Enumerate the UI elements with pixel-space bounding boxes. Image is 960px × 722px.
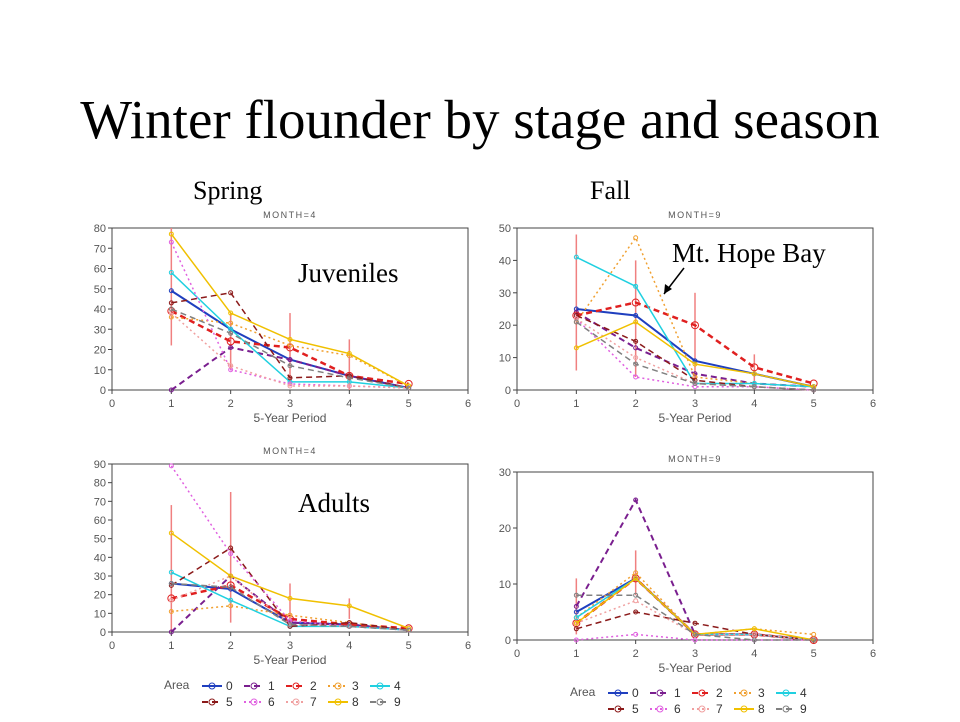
x-tick-label: 1 xyxy=(573,648,580,660)
x-tick-label: 0 xyxy=(513,648,521,660)
legend-fall-svg xyxy=(566,683,826,719)
y-tick-label: 60 xyxy=(93,515,106,527)
legend-label-area-3: 3 xyxy=(352,679,359,693)
x-tick-label: 0 xyxy=(513,398,521,410)
legend-label-area-9: 9 xyxy=(394,695,401,709)
legend-label-area-1: 1 xyxy=(674,686,681,700)
y-tick-label: 0 xyxy=(504,385,511,397)
legend-label-area-5: 5 xyxy=(632,702,639,716)
x-tick-label: 0 xyxy=(108,640,116,652)
y-tick-label: 20 xyxy=(93,344,106,357)
y-tick-label: 10 xyxy=(498,352,511,365)
y-tick-label: 30 xyxy=(93,324,106,337)
chart-spring-adults-svg xyxy=(78,440,488,672)
legend-label-area-6: 6 xyxy=(268,695,275,709)
legend-label-area-6: 6 xyxy=(674,702,681,716)
chart-title: MONTH=4 xyxy=(263,210,317,220)
y-tick-label: 30 xyxy=(498,467,511,479)
mt-hope-arrow xyxy=(650,262,690,302)
x-tick-label: 0 xyxy=(108,398,116,410)
x-tick-label: 6 xyxy=(869,648,877,660)
y-tick-label: 80 xyxy=(93,477,106,490)
x-axis-label: 5-Year Period xyxy=(253,411,327,425)
x-tick-label: 3 xyxy=(286,398,294,410)
legend-label-area-3: 3 xyxy=(758,686,765,700)
chart-spring-juveniles xyxy=(78,204,488,430)
legend-spring xyxy=(160,676,420,715)
y-tick-label: 20 xyxy=(498,320,511,333)
y-tick-label: 20 xyxy=(498,523,511,535)
chart-title: MONTH=9 xyxy=(668,454,722,464)
legend-label-area-8: 8 xyxy=(352,695,359,709)
legend-label-area-1: 1 xyxy=(268,679,275,693)
x-tick-label: 4 xyxy=(346,398,353,410)
legend-label-area-8: 8 xyxy=(758,702,765,716)
legend-label-area-7: 7 xyxy=(310,695,317,709)
legend-label-area-2: 2 xyxy=(716,686,723,700)
chart-fall-adults-svg xyxy=(483,448,893,680)
x-tick-label: 3 xyxy=(691,648,699,660)
x-tick-label: 2 xyxy=(632,648,639,660)
x-tick-label: 4 xyxy=(346,640,353,652)
y-tick-label: 70 xyxy=(93,496,106,509)
y-tick-label: 50 xyxy=(498,223,511,235)
series-line-area-1 xyxy=(576,500,813,640)
adults-label: Adults xyxy=(298,488,371,518)
legend-fall xyxy=(566,683,826,722)
y-tick-label: 20 xyxy=(93,589,106,602)
chart-spring-juveniles-svg xyxy=(78,204,488,430)
legend-label-area-0: 0 xyxy=(632,686,639,700)
x-axis-label: 5-Year Period xyxy=(658,661,732,675)
y-tick-label: 70 xyxy=(93,243,106,256)
chart-spring-adults xyxy=(78,440,488,672)
y-tick-label: 90 xyxy=(93,459,106,471)
plot-frame xyxy=(517,472,873,640)
legend-label-area-2: 2 xyxy=(310,679,317,693)
y-tick-label: 40 xyxy=(93,304,106,316)
x-tick-label: 2 xyxy=(632,398,639,410)
x-tick-label: 4 xyxy=(751,398,758,410)
data-point-area-7 xyxy=(634,599,638,603)
legend-label-area-9: 9 xyxy=(800,702,807,716)
legend-label-area-5: 5 xyxy=(226,695,233,709)
x-tick-label: 6 xyxy=(464,640,472,652)
y-tick-label: 30 xyxy=(93,571,106,583)
legend-label-area-4: 4 xyxy=(394,679,401,693)
spring-label: Spring xyxy=(193,176,263,205)
legend-title: Area xyxy=(570,685,596,699)
x-tick-label: 1 xyxy=(168,640,175,652)
legend-label-area-4: 4 xyxy=(800,686,807,700)
chart-fall-adults xyxy=(483,448,893,680)
x-tick-label: 3 xyxy=(691,398,699,410)
x-tick-label: 5 xyxy=(810,648,817,660)
x-tick-label: 2 xyxy=(227,640,234,652)
legend-title: Area xyxy=(164,678,190,692)
legend-spring-svg xyxy=(160,676,420,712)
legend-label-area-0: 0 xyxy=(226,679,233,693)
data-point-area-3 xyxy=(634,236,638,240)
x-tick-label: 6 xyxy=(464,398,472,410)
x-tick-label: 1 xyxy=(573,398,580,410)
x-tick-label: 3 xyxy=(286,640,294,652)
x-tick-label: 2 xyxy=(227,398,234,410)
y-tick-label: 10 xyxy=(93,364,106,377)
chart-title: MONTH=9 xyxy=(668,210,722,220)
y-tick-label: 40 xyxy=(93,552,106,565)
slide-title: Winter flounder by stage and season xyxy=(80,89,880,150)
x-tick-label: 4 xyxy=(751,648,758,660)
data-point-area-3 xyxy=(812,632,816,636)
legend-label-area-7: 7 xyxy=(716,702,723,716)
y-tick-label: 10 xyxy=(93,608,106,621)
x-tick-label: 5 xyxy=(405,640,412,652)
x-tick-label: 1 xyxy=(168,398,175,410)
x-axis-label: 5-Year Period xyxy=(253,653,327,667)
y-tick-label: 60 xyxy=(93,263,106,276)
y-tick-label: 30 xyxy=(498,287,511,300)
y-tick-label: 80 xyxy=(93,223,106,235)
y-tick-label: 0 xyxy=(99,385,106,397)
chart-title: MONTH=4 xyxy=(263,446,317,456)
y-tick-label: 0 xyxy=(504,635,511,647)
x-tick-label: 6 xyxy=(869,398,877,410)
x-axis-label: 5-Year Period xyxy=(658,411,732,425)
y-tick-label: 50 xyxy=(93,533,106,546)
mt-hope-bay-label: Mt. Hope Bay xyxy=(672,238,826,268)
x-tick-label: 5 xyxy=(810,398,817,410)
x-tick-label: 5 xyxy=(405,398,412,410)
y-tick-label: 40 xyxy=(498,255,511,268)
fall-label: Fall xyxy=(590,176,631,205)
juveniles-label: Juveniles xyxy=(298,258,399,288)
y-tick-label: 0 xyxy=(99,627,106,639)
y-tick-label: 10 xyxy=(498,579,511,591)
y-tick-label: 50 xyxy=(93,283,106,296)
